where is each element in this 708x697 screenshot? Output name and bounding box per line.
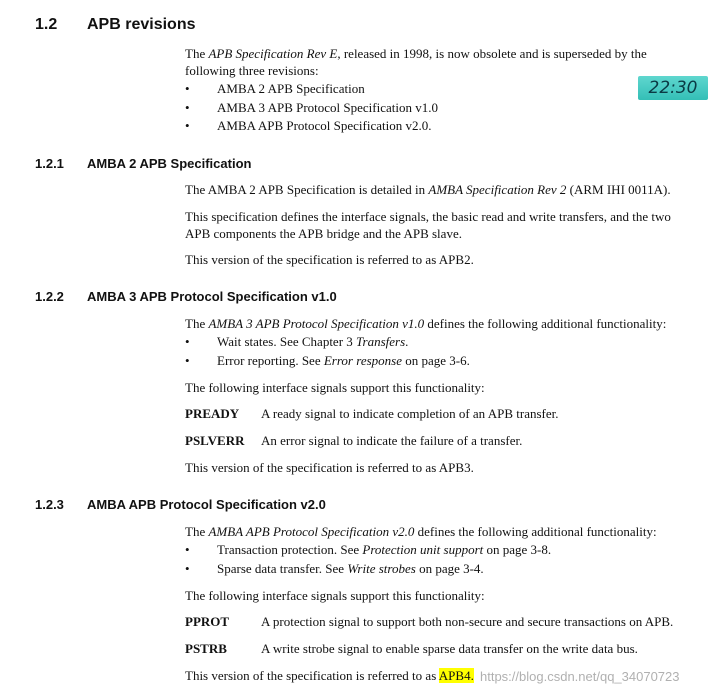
list-item: Wait states. See Chapter 3 Transfers. [217, 334, 409, 349]
paragraph: The AMBA APB Protocol Specification v2.0 defines the following additional functionality: [185, 524, 657, 539]
watermark: https://blog.csdn.net/qq_34070723 [480, 669, 680, 684]
signal-term: PSTRB [185, 641, 227, 656]
list-item: AMBA APB Protocol Specification v2.0. [217, 118, 432, 133]
subsection-number: 1.2.1 [35, 156, 64, 171]
paragraph-line: APB components the APB bridge and the APB slave. [185, 226, 462, 241]
list-item: Transaction protection. See Protection unit support on page 3-8. [217, 542, 552, 557]
paragraph: This version of the specification is referred to as APB3. [185, 460, 474, 475]
paragraph: The AMBA 2 APB Specification is detailed in AMBA Specification Rev 2 (ARM IHI 0011A). [185, 182, 671, 197]
bullet-icon: • [185, 334, 190, 349]
intro-line-2: following three revisions: [185, 63, 319, 78]
subsection-number: 1.2.3 [35, 497, 64, 512]
signal-term: PSLVERR [185, 433, 245, 448]
highlighted-text: APB4. [438, 668, 474, 683]
signal-definition: A ready signal to indicate completion of an APB transfer. [261, 406, 559, 421]
list-item: AMBA 2 APB Specification [217, 81, 365, 96]
section-number: 1.2 [35, 16, 58, 33]
bullet-icon: • [185, 100, 190, 115]
subsection-title: AMBA 3 APB Protocol Specification v1.0 [87, 289, 337, 304]
paragraph: The following interface signals support this functionality: [185, 380, 485, 395]
intro-line-1: The APB Specification Rev E, released in 1998, is now obsolete and is superseded by the [185, 46, 647, 61]
clock-overlay: 22:30 [638, 76, 708, 100]
bullet-icon: • [185, 118, 190, 133]
subsection-title: AMBA 2 APB Specification [87, 156, 252, 171]
list-item: Error reporting. See Error response on page 3-6. [217, 353, 470, 368]
paragraph: This version of the specification is referred to as APB4. [185, 668, 474, 683]
list-item: AMBA 3 APB Protocol Specification v1.0 [217, 100, 438, 115]
bullet-icon: • [185, 561, 190, 576]
signal-definition: A protection signal to support both non-secure and secure transactions on APB. [261, 614, 674, 629]
signal-term: PPROT [185, 614, 230, 629]
paragraph: The following interface signals support this functionality: [185, 588, 485, 603]
paragraph-line: This specification defines the interface signals, the basic read and write transfers, and the two [185, 209, 671, 224]
list-item: Sparse data transfer. See Write strobes on page 3-4. [217, 561, 484, 576]
subsection-title: AMBA APB Protocol Specification v2.0 [87, 497, 326, 512]
bullet-icon: • [185, 353, 190, 368]
subsection-number: 1.2.2 [35, 289, 64, 304]
paragraph: The AMBA 3 APB Protocol Specification v1.0 defines the following additional functionality: [185, 316, 667, 331]
bullet-icon: • [185, 81, 190, 96]
signal-term: PREADY [185, 406, 240, 421]
bullet-icon: • [185, 542, 190, 557]
section-title: APB revisions [87, 16, 196, 33]
signal-definition: A write strobe signal to enable sparse data transfer on the write data bus. [261, 641, 638, 656]
signal-definition: An error signal to indicate the failure of a transfer. [261, 433, 523, 448]
paragraph: This version of the specification is referred to as APB2. [185, 252, 474, 267]
